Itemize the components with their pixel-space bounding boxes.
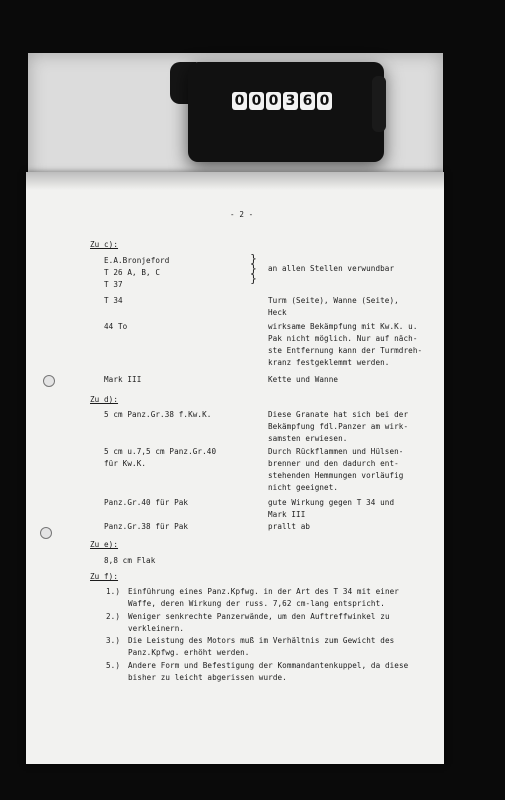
vulnerability-text: Kette und Wanne: [268, 375, 339, 384]
frame-counter-device: [188, 62, 384, 162]
section-heading-d: Zu d):: [90, 395, 119, 404]
counter-right-knob: [372, 76, 386, 132]
effect-text: brenner und den dadurch ent-: [268, 459, 399, 468]
list-item-text: bisher zu leicht abgerissen wurde.: [128, 673, 287, 682]
list-number: 1.): [106, 587, 121, 596]
list-item-text: Weniger senkrechte Panzerwände, um den Auftreffwinkel zu: [128, 612, 390, 621]
punch-hole: [40, 527, 52, 539]
section-heading-c: Zu c):: [90, 240, 119, 249]
vehicle-name: E.A.Bronjeford: [104, 256, 170, 265]
vehicle-name: T 37: [104, 280, 123, 289]
list-item-text: verkleinern.: [128, 624, 185, 633]
effect-text: gute Wirkung gegen T 34 und: [268, 498, 395, 507]
weapon-name: 8,8 cm Flak: [104, 556, 156, 565]
list-number: 2.): [106, 612, 121, 621]
effect-text: Mark III: [268, 510, 306, 519]
counter-digit: 0: [232, 92, 247, 110]
counter-digit: 6: [300, 92, 315, 110]
counter-digit: 3: [283, 92, 298, 110]
section-heading-e: Zu e):: [90, 540, 119, 549]
effect-text: samsten erwiesen.: [268, 434, 348, 443]
list-item-text: Waffe, deren Wirkung der russ. 7,62 cm-lang entspricht.: [128, 599, 385, 608]
brace-mark: } } }: [250, 252, 257, 285]
ammunition-name: 5 cm u.7,5 cm Panz.Gr.40: [104, 447, 217, 456]
vehicle-name: T 26 A, B, C: [104, 268, 161, 277]
vulnerability-text: Heck: [268, 308, 287, 317]
vulnerability-text: Pak nicht möglich. Nur auf näch-: [268, 334, 418, 343]
vehicle-name: 44 To: [104, 322, 128, 331]
section-heading-f: Zu f):: [90, 572, 119, 581]
effect-text: Durch Rückflammen und Hülsen-: [268, 447, 404, 456]
ammunition-name: Panz.Gr.38 für Pak: [104, 522, 189, 531]
effect-text: Bekämpfung fdl.Panzer am wirk-: [268, 422, 409, 431]
vehicle-name: Mark III: [104, 375, 142, 384]
list-item-text: Einführung eines Panz.Kpfwg. in der Art des T 34 mit einer: [128, 587, 399, 596]
effect-text: nicht geeignet.: [268, 483, 339, 492]
vulnerability-text: Turm (Seite), Wanne (Seite),: [268, 296, 399, 305]
page-top-shadow: [26, 172, 444, 190]
ammunition-name: Panz.Gr.40 für Pak: [104, 498, 189, 507]
vulnerability-text: an allen Stellen verwundbar: [268, 264, 395, 273]
vulnerability-text: kranz festgeklemmt werden.: [268, 358, 390, 367]
list-item-text: Andere Form und Befestigung der Kommandantenkuppel, da diese: [128, 661, 409, 670]
counter-digit: 0: [249, 92, 264, 110]
ammunition-name: 5 cm Panz.Gr.38 f.Kw.K.: [104, 410, 212, 419]
effect-text: stehenden Hemmungen vorläufig: [268, 471, 404, 480]
effect-text: Diese Granate hat sich bei der: [268, 410, 409, 419]
vulnerability-text: ste Entfernung kann der Turmdreh-: [268, 346, 423, 355]
counter-digits: [232, 92, 332, 110]
page-number: - 2 -: [230, 210, 254, 219]
list-item-text: Die Leistung des Motors muß im Verhältnis zum Gewicht des: [128, 636, 395, 645]
punch-hole: [43, 375, 55, 387]
vehicle-name: T 34: [104, 296, 123, 305]
list-number: 5.): [106, 661, 121, 670]
list-item-text: Panz.Kpfwg. erhöht werden.: [128, 648, 250, 657]
list-number: 3.): [106, 636, 121, 645]
vulnerability-text: wirksame Bekämpfung mit Kw.K. u.: [268, 322, 418, 331]
counter-digit: 0: [266, 92, 281, 110]
effect-text: prallt ab: [268, 522, 311, 531]
ammunition-name: für Kw.K.: [104, 459, 147, 468]
counter-digit: 0: [317, 92, 332, 110]
